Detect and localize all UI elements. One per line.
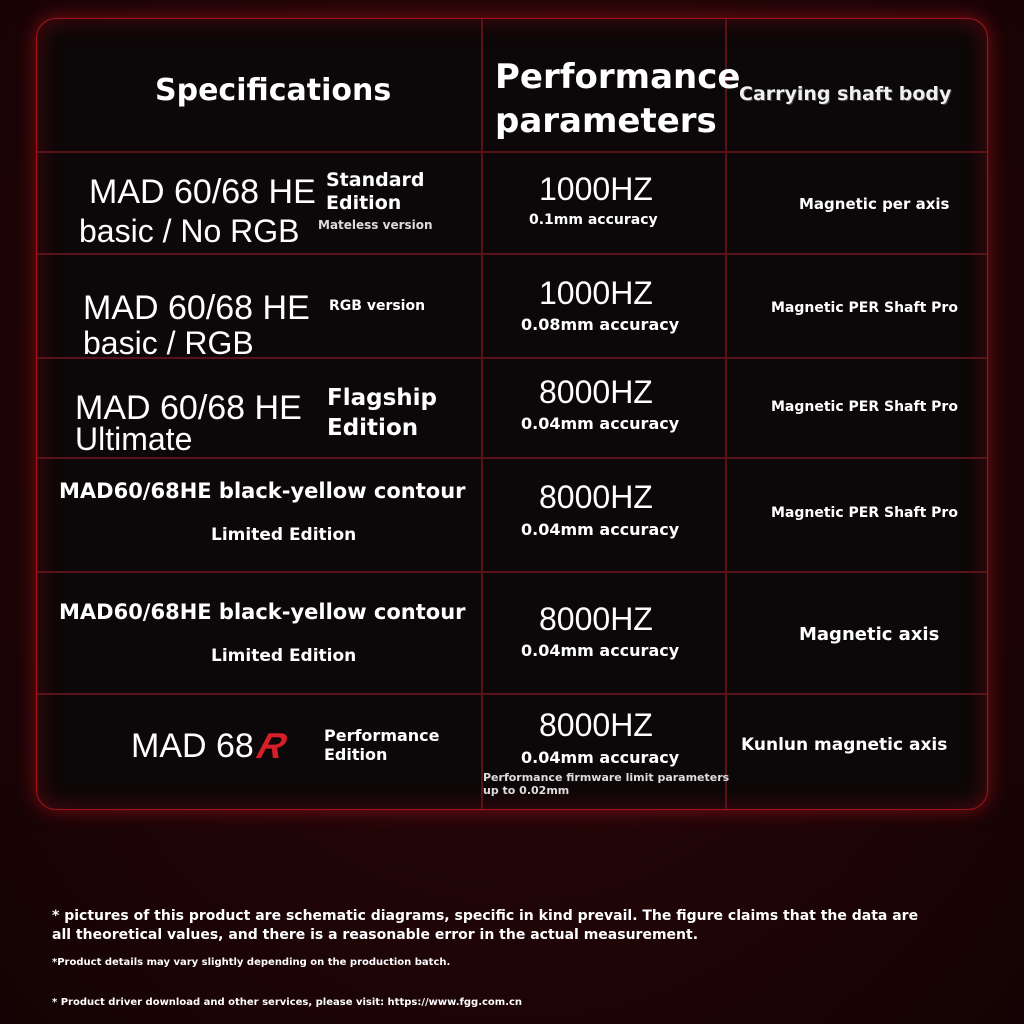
row2-model-line1: MAD 60/68 HE xyxy=(83,289,310,327)
header-performance-line2: parameters xyxy=(495,101,717,141)
row1-edition-line2: Edition xyxy=(326,192,402,214)
row3-polling-rate: 8000HZ xyxy=(539,374,653,410)
row-divider xyxy=(37,571,987,573)
header-specifications: Specifications xyxy=(155,73,392,108)
row2-edition: RGB version xyxy=(329,298,426,314)
row1-edition-line1: Standard xyxy=(326,169,425,191)
header-performance-line1: Performance xyxy=(495,57,741,97)
row3-edition-line2: Edition xyxy=(327,415,419,441)
row3-shaft: Magnetic PER Shaft Pro xyxy=(771,399,958,415)
row5-accuracy: 0.04mm accuracy xyxy=(521,641,680,660)
spec-table xyxy=(36,18,988,810)
row1-model-line2: basic / No RGB xyxy=(79,213,300,249)
footer-disclaimer-line1: * pictures of this product are schematic diagrams, specific in kind prevail. The figure claims that the data are xyxy=(52,908,919,924)
row-divider xyxy=(37,693,987,695)
row6-edition-line1: Performance xyxy=(324,726,440,745)
row-divider xyxy=(37,151,987,153)
row2-model-line2: basic / RGB xyxy=(83,325,254,361)
row-divider xyxy=(37,253,987,255)
row1-model-line1: MAD 60/68 HE xyxy=(89,173,316,211)
row6-edition-line2: Edition xyxy=(324,745,388,764)
row3-model-line2: Ultimate xyxy=(75,421,193,457)
row4-model-line2: Limited Edition xyxy=(211,525,357,545)
row3-accuracy: 0.04mm accuracy xyxy=(521,414,680,433)
row6-shaft: Kunlun magnetic axis xyxy=(741,735,948,755)
row2-accuracy: 0.08mm accuracy xyxy=(521,315,680,334)
row4-model-line1: MAD60/68HE black-yellow contour xyxy=(59,479,466,503)
row6-accuracy: 0.04mm accuracy xyxy=(521,748,680,767)
row2-shaft: Magnetic PER Shaft Pro xyxy=(771,300,958,316)
column-divider xyxy=(725,19,727,809)
row5-polling-rate: 8000HZ xyxy=(539,601,653,637)
footer-driver-link: * Product driver download and other services, please visit: https://www.fgg.com.cn xyxy=(52,997,523,1008)
row6-note-line1: Performance firmware limit parameters xyxy=(483,771,730,784)
row3-model-line1: MAD 60/68 HE xyxy=(75,389,302,427)
row6-note-line2: up to 0.02mm xyxy=(483,784,570,797)
performance-r-logo-icon: R xyxy=(252,725,292,766)
row3-edition-line1: Flagship xyxy=(327,385,437,411)
header-carrying-shaft: Carrying shaft body xyxy=(739,83,952,105)
column-divider xyxy=(481,19,483,809)
row6-model: MAD 68 xyxy=(131,727,254,765)
row4-accuracy: 0.04mm accuracy xyxy=(521,520,680,539)
row1-shaft: Magnetic per axis xyxy=(799,195,950,213)
row5-model-line1: MAD60/68HE black-yellow contour xyxy=(59,600,466,624)
row1-polling-rate: 1000HZ xyxy=(539,171,653,207)
row4-polling-rate: 8000HZ xyxy=(539,479,653,515)
footer-batch-note: *Product details may vary slightly depending on the production batch. xyxy=(52,957,451,968)
row4-shaft: Magnetic PER Shaft Pro xyxy=(771,505,958,521)
row6-polling-rate: 8000HZ xyxy=(539,707,653,743)
row2-polling-rate: 1000HZ xyxy=(539,275,653,311)
footer-disclaimer-line2: all theoretical values, and there is a reasonable error in the actual measurement. xyxy=(52,927,699,943)
row1-accuracy: 0.1mm accuracy xyxy=(529,212,658,228)
row1-edition-note: Mateless version xyxy=(318,218,433,232)
row5-shaft: Magnetic axis xyxy=(799,624,940,645)
row5-model-line2: Limited Edition xyxy=(211,646,357,666)
